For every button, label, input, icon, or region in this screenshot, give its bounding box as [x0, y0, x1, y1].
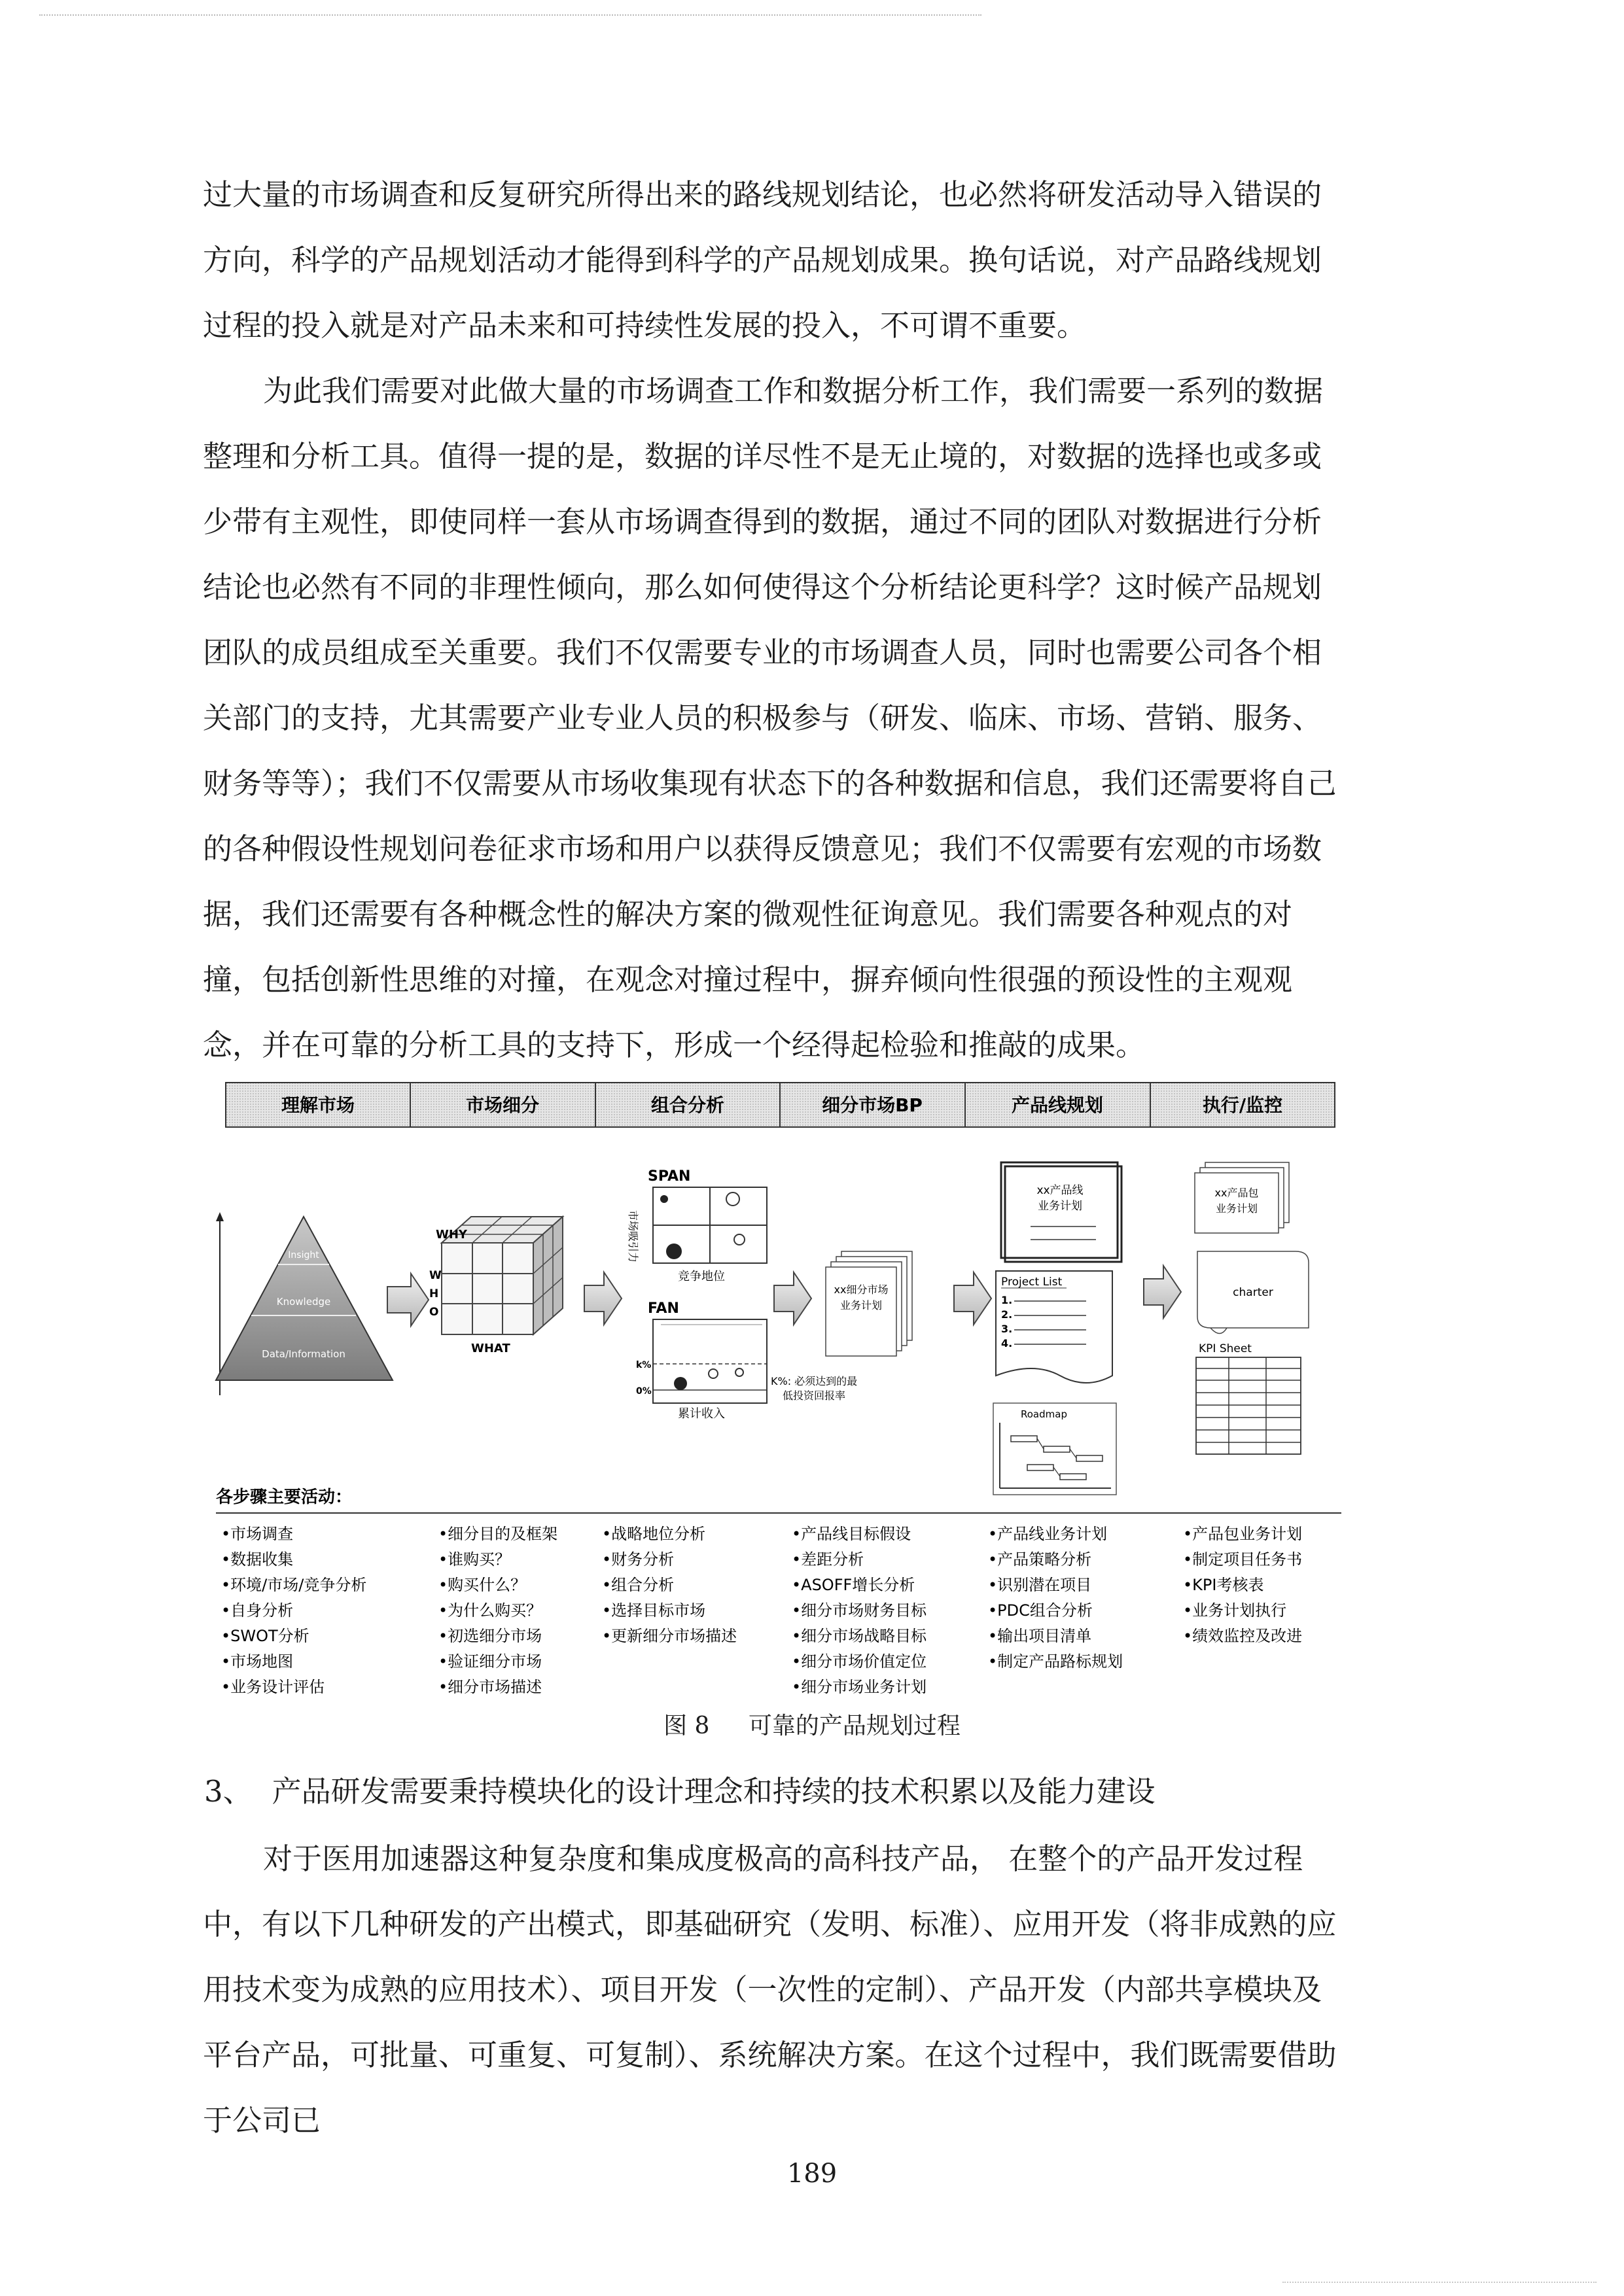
activity-item: •市场地图	[221, 1652, 294, 1671]
project-list-title: Project List	[1001, 1276, 1063, 1289]
stage-label: 市场细分	[465, 1094, 540, 1116]
activity-item: •谁购买？	[438, 1550, 511, 1569]
cube-label-why: WHY	[436, 1228, 467, 1242]
activity-item: •绩效监控及改进	[1183, 1627, 1303, 1645]
section-heading	[204, 1767, 1156, 1810]
span-title: SPAN	[648, 1168, 691, 1185]
project-list-item: 2.	[1001, 1308, 1013, 1321]
activity-columns	[221, 1525, 1302, 1696]
exec-doc-label: xx产品包	[1214, 1187, 1259, 1199]
cube-side-label: W	[429, 1269, 442, 1282]
activity-item: •更新细分市场描述	[602, 1627, 737, 1645]
activity-item: •差距分析	[792, 1550, 864, 1569]
activity-item: •组合分析	[602, 1576, 675, 1594]
fan-y-tick: k%	[636, 1360, 652, 1370]
fan-x-label: 累计收入	[678, 1407, 725, 1421]
activity-item: •财务分析	[602, 1550, 675, 1569]
activity-item: •为什么购买？	[438, 1601, 542, 1620]
flow-arrow-icon	[954, 1272, 991, 1325]
activity-item: •识别潜在项目	[988, 1576, 1092, 1594]
activity-item: •环境/市场/竞争分析	[221, 1576, 367, 1594]
activity-item: •数据收集	[221, 1550, 294, 1569]
activity-item: •产品线业务计划	[988, 1525, 1108, 1543]
plan-doc-label: 业务计划	[1038, 1200, 1082, 1213]
activity-item: •验证细分市场	[438, 1652, 542, 1671]
activity-item: •制定产品路标规划	[988, 1652, 1123, 1671]
segment-bp-document-icon	[826, 1251, 912, 1356]
top-scan-line	[39, 14, 981, 16]
section-number: 3、	[204, 1774, 253, 1809]
activity-item: •初选细分市场	[438, 1627, 542, 1645]
charter-scroll-icon	[1197, 1251, 1309, 1334]
span-x-label: 竞争地位	[678, 1270, 725, 1283]
stage-label: 产品线规划	[1011, 1094, 1104, 1116]
figure-product-planning-process	[216, 1083, 1341, 1696]
stage-label: 细分市场BP	[822, 1094, 923, 1116]
cube-label-what: WHAT	[471, 1342, 510, 1355]
activity-item: •业务设计评估	[221, 1678, 325, 1696]
product-line-plan-icon	[1001, 1162, 1121, 1262]
activities-title: 各步骤主要活动：	[216, 1487, 353, 1507]
segmentation-cube	[429, 1217, 563, 1355]
activity-item: •细分市场描述	[438, 1678, 542, 1696]
activity-item: •细分市场战略目标	[792, 1627, 927, 1645]
span-matrix	[627, 1168, 767, 1283]
activity-item: •自身分析	[221, 1601, 294, 1620]
paragraph-continued: 过大量的市场调查和反复研究所得出来的路线规划结论，也必然将研发活动导入错误的方向，科学的产品规划活动才能得到科学的产品规划成果。换句话说，对产品路线规划过程的投入就是对产品未来和可持续性发展的投入，不可谓不重要。	[203, 177, 1322, 343]
kpi-sheet-label: KPI Sheet	[1199, 1342, 1252, 1355]
activity-item: •细分市场财务目标	[792, 1601, 927, 1620]
pyramid-label: Data/Information	[262, 1348, 345, 1360]
bp-doc-label: 业务计划	[839, 1299, 883, 1312]
fan-chart	[636, 1300, 857, 1421]
bottom-scan-dots	[1282, 2282, 1597, 2283]
roadmap-label: Roadmap	[1021, 1408, 1067, 1420]
project-list-item: 1.	[1001, 1294, 1013, 1306]
figure-caption	[0, 1707, 1624, 1741]
section-title: 产品研发需要秉持模块化的设计理念和持续的技术积累以及能力建设	[272, 1774, 1156, 1809]
activity-item: •产品线目标假设	[792, 1525, 911, 1543]
fan-note: 低投资回报率	[783, 1389, 846, 1402]
stage-header-bar	[226, 1083, 1335, 1127]
activity-item: •ASOFF增长分析	[792, 1576, 915, 1594]
cube-side-label: H	[429, 1287, 439, 1300]
caption-label: 图 8	[663, 1713, 710, 1739]
execution-plan-icon	[1195, 1162, 1289, 1233]
charter-label: charter	[1233, 1286, 1273, 1299]
caption-text: 可靠的产品规划过程	[748, 1713, 961, 1739]
bp-doc-label: xx细分市场	[834, 1283, 889, 1296]
activity-item: •业务计划执行	[1183, 1601, 1287, 1620]
span-y-label: 市场吸引力	[627, 1210, 639, 1263]
stage-label: 组合分析	[650, 1094, 725, 1116]
roadmap-icon	[993, 1403, 1116, 1495]
activity-item: •产品包业务计划	[1183, 1525, 1303, 1543]
fan-note: K%: 必须达到的最	[771, 1375, 858, 1387]
kpi-sheet-icon	[1196, 1342, 1301, 1454]
exec-doc-label: 业务计划	[1215, 1202, 1258, 1215]
stage-label: 执行/监控	[1202, 1094, 1283, 1116]
activity-item: •细分目的及框架	[438, 1525, 558, 1543]
flow-arrow-icon	[1144, 1266, 1181, 1318]
paragraph-data-analysis: 为此我们需要对此做大量的市场调查工作和数据分析工作，我们需要一系列的数据整理和分析工具。值得一提的是，数据的详尽性不是无止境的，对数据的选择也或多或少带有主观性，即使同样一套从市场调查得到的数据，通过不同的团队对数据进行分析结论也必然有不同的非理性倾向，那么如何使得这个分析结论更科学？这时候产品规划团队的成员组成至关重要。我们不仅需要专业的市场调查人员，同时也需要公司各个相关部门的支持，尤其需要产业专业人员的积极参与（研发、临床、市场、营销、服务、财务等等）；我们不仅需要从市场收集现有状态下的各种数据和信息，我们还需要将自己的各种假设性规划问卷征求市场和用户以获得反馈意见；我们不仅需要有宏观的市场数据，我们还需要有各种概念性的解决方案的微观性征询意见。我们需要各种观点的对撞，包括创新性思维的对撞，在观念对撞过程中，摒弃倾向性很强的预设性的主观观念，并在可靠的分析工具的支持下，形成一个经得起检验和推敲的成果。	[203, 374, 1337, 1062]
activity-item: •制定项目任务书	[1183, 1550, 1303, 1569]
project-list-item: 4.	[1001, 1337, 1013, 1349]
activity-item: •战略地位分析	[602, 1525, 706, 1543]
pyramid-label: Insight	[288, 1250, 319, 1261]
flow-arrow-icon	[387, 1274, 429, 1326]
activity-item: •SWOT分析	[221, 1627, 309, 1645]
pyramid-label: Knowledge	[276, 1296, 331, 1308]
activity-item: •细分市场业务计划	[792, 1678, 927, 1696]
data-pyramid	[216, 1212, 393, 1395]
activity-item: •选择目标市场	[602, 1601, 706, 1620]
activity-item: •细分市场价值定位	[792, 1652, 927, 1671]
stage-label: 理解市场	[281, 1094, 355, 1116]
activity-item: •购买什么？	[438, 1576, 527, 1594]
activity-item: •市场调查	[221, 1525, 294, 1543]
activities-section	[216, 1487, 1341, 1696]
activity-item: •输出项目清单	[988, 1627, 1092, 1645]
project-list-icon	[996, 1271, 1112, 1383]
activity-item: •产品策略分析	[988, 1550, 1092, 1569]
activity-item: •PDC组合分析	[988, 1601, 1093, 1620]
paragraph-modular-design: 对于医用加速器这种复杂度和集成度极高的高科技产品， 在整个的产品开发过程中，有以下几种研发的产出模式，即基础研究（发明、标准）、应用开发（将非成熟的应用技术变为成熟的应用技术）、项目开发（一次性的定制）、产品开发（内部共享模块及平台产品，可批量、可重复、可复制）、系统解决方案。在这个过程中，我们既需要借助于公司已	[203, 1841, 1337, 2138]
plan-doc-label: xx产品线	[1036, 1184, 1084, 1197]
cube-side-label: O	[429, 1306, 439, 1319]
project-list-item: 3.	[1001, 1323, 1013, 1335]
flow-arrow-icon	[774, 1272, 811, 1325]
page-number: 189	[786, 2159, 838, 2189]
fan-title: FAN	[648, 1300, 679, 1317]
flow-arrow-icon	[584, 1272, 622, 1325]
activity-item: •KPI考核表	[1183, 1576, 1264, 1594]
fan-y-tick: 0%	[636, 1386, 652, 1397]
